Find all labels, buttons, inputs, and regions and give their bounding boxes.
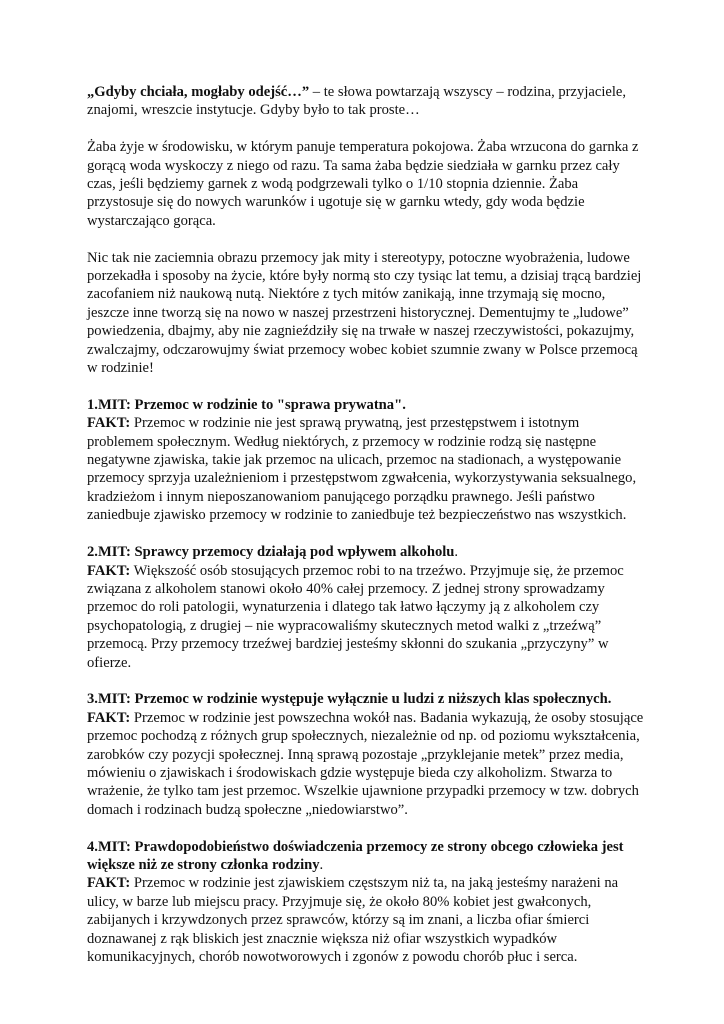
myth-title-tail: . [454,544,459,561]
myth-section-1 [87,396,647,525]
fact-label: FAKT: [87,415,131,432]
fact-label: FAKT: [87,875,131,892]
myth-title-tail: . [319,856,324,873]
fact-label: FAKT: [87,709,131,726]
myth-title: 2.MIT: Sprawcy przemocy działają pod wpływem alkoholu [87,544,455,561]
fact-text: Większość osób stosujących przemoc robi to na trzeźwo. Przyjmuje się, że przemoc związana z alkoholem stanowi około 40% całej przemocy. Z jednej strony sprowadzamy przemoc do roli patologii, wynaturzenia i dlatego tak łatwo łączymy ją z alkoholem czy psychopatologią, z drugiej – nie wypracowaliśmy skutecznych metod walki z „trzeźwą” przemocą. Przy przemocy trzeźwej bardziej jesteśmy skłonni do szukania „przyczyny” w ofierze. [87,562,624,671]
frog-paragraph: Żaba żyje w środowisku, w którym panuje temperatura pokojowa. Żaba wrzucona do garnka z gorącą woda wyskoczy z niego od razu. Ta sama żaba będzie siedziała w garnku przez cały czas, jeśli będziemy garnek z wodą podgrzewali tylko o 1/10 stopnia dziennie. Żaba przystosuje się do nowych warunków i ugotuje się w garnku wtedy, gdy woda będzie wystarczająco gorąca. [87,139,639,229]
myth-title: 4.MIT: Prawdopodobieństwo doświadczenia przemocy ze strony obcego człowieka jest większe niż ze strony członka rodziny [87,838,624,873]
intro-text: – te słowa powtarzają wszyscy – rodzina, przyjaciele, znajomi, wreszcie instytucje. Gdyby było to tak proste… [87,84,627,119]
myth-section-2 [87,543,647,672]
fact-label: FAKT: [87,562,131,579]
fact-text: Przemoc w rodzinie jest powszechna wokół nas. Badania wykazują, że osoby stosujące przemoc pochodzą z różnych grup społecznych, niezależnie od np. od poziomu wykształcenia, zarobków czy pozycji społecznej. Inną sprawą pozostaje „przyklejanie metek” przez media, mówieniu o zjawiskach i środowiskach gdzie występuje bieda czy alkoholizm. Stwarza to wrażenie, że tylko tam jest przemoc. Wszelkie ujawnione przypadki przemocy w tzw. dobrych domach i rodzinach budzą społeczne „niedowiarstwo”. [87,709,644,818]
document-page [87,83,647,985]
myth-title: 1.MIT: Przemoc w rodzinie to "sprawa prywatna". [87,396,406,413]
myths-paragraph: Nic tak nie zaciemnia obrazu przemocy jak mity i stereotypy, potoczne wyobrażenia, ludowe porzekadła i sposoby na życie, które były normą sto czy tysiąc lat temu, a dzisiaj trącą bardziej zacofaniem niż naukową nutą. Niektóre z tych mitów zanikają, inne trzymają się mocno, jeszcze inne tworzą się na nowo w naszej przestrzeni historycznej. Dementujmy te „ludowe” powiedzenia, dbajmy, aby nie zagnieździły się na trwałe w naszej rzeczywistości, pokazujmy, zwalczajmy, odczarowujmy świat przemocy wobec kobiet szumnie zwany w Polsce przemocą w rodzinie! [87,249,642,377]
myth-section-4 [87,838,647,967]
intro-quote: „Gdyby chciała, mogłaby odejść…” [87,84,310,100]
fact-text: Przemoc w rodzinie jest zjawiskiem częstszym niż ta, na jaką jesteśmy narażeni na ulicy, w barze lub miejscu pracy. Przyjmuje się, że około 80% kobiet jest gwałconych, zabijanych i krzywdzonych przez sprawców, którzy są im znani, a liczba ofiar śmierci doznawanej z rąk bliskich jest znacznie większa niż ofiar wszystkich wypadków komunikacyjnych, chorób nowotworowych i zgonów z powodu chorób płuc i serca. [87,875,619,965]
intro-paragraph [87,83,647,120]
myth-section-3 [87,690,647,819]
myth-title: 3.MIT: Przemoc w rodzinie występuje wyłącznie u ludzi z niższych klas społecznych. [87,691,612,708]
fact-text: Przemoc w rodzinie nie jest sprawą prywatną, jest przestępstwem i istotnym problemem społecznym. Według niektórych, z przemocy w rodzinie rodzą się następne negatywne zjawiska, takie jak przemoc na ulicach, przemoc na stadionach, a występowanie przemocy sprzyja uzależnieniom i przestępstwom zgwałcenia, wykorzystywania seksualnego, kradzieżom i innym nieposzanowaniom panującego porządku prawnego. Jeśli państwo zaniedbuje zjawisko przemocy w rodzinie to zaniedbuje też bezpieczeństwo nas wszystkich. [87,415,637,524]
